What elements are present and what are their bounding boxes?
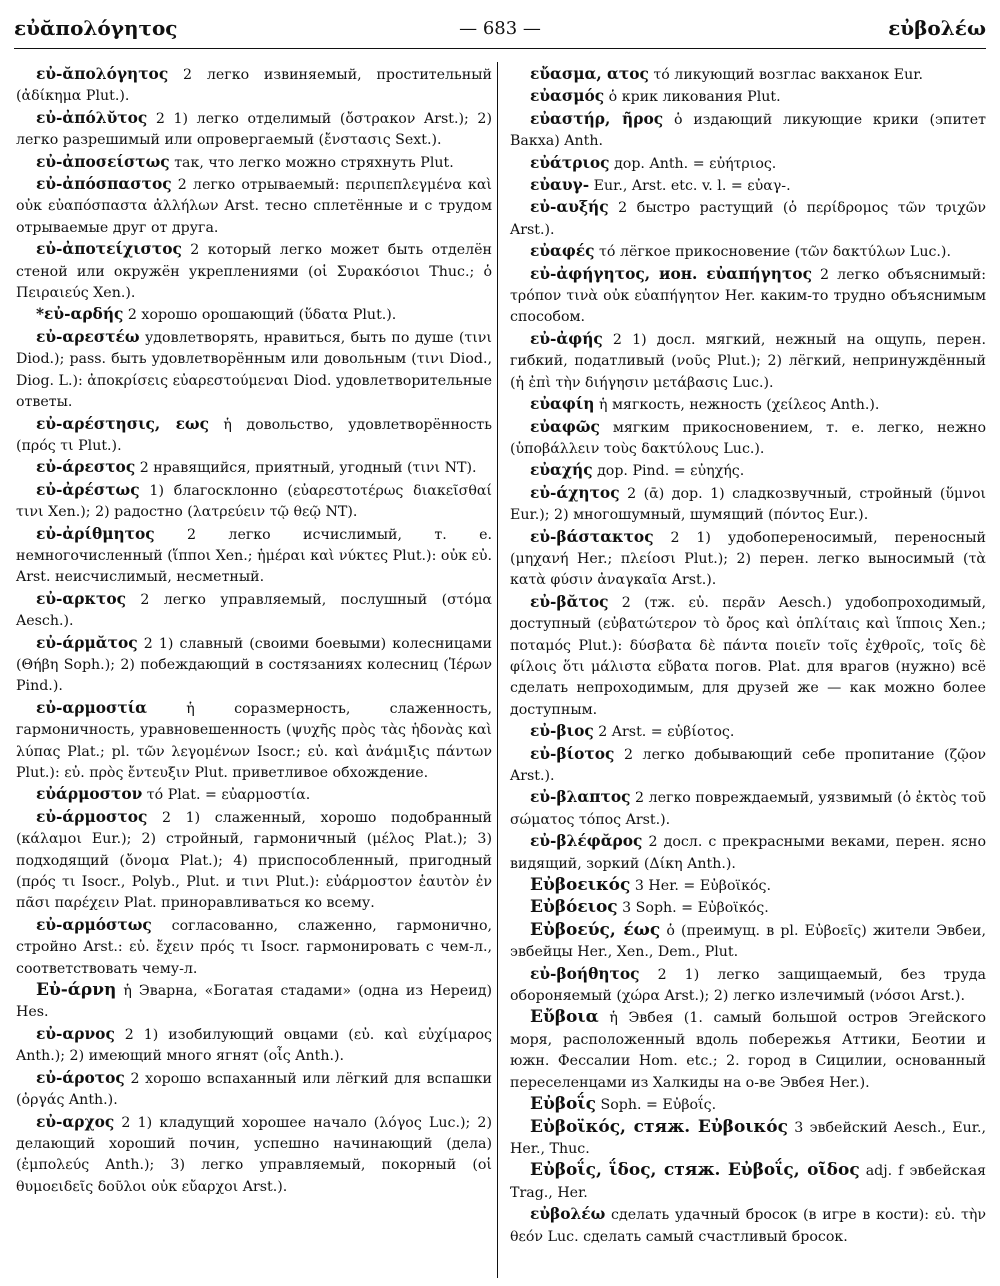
dictionary-entry [16, 807, 492, 915]
dictionary-entry [510, 153, 986, 175]
entry-definition: так, что легко можно стряхнуть Plut. [169, 154, 454, 171]
entry-definition: ἡ Эварна, «Богатая стадами» (одна из Нереид) Hes. [16, 983, 492, 1021]
entry-headword: εὐάτριος [530, 153, 610, 172]
dictionary-entry [16, 239, 492, 304]
entry-definition: τό Plat. = εὐαρμοστία. [142, 787, 311, 804]
entry-definition: ὁ крик ликования Plut. [604, 89, 781, 106]
entry-headword: Εὐβοΐς [530, 1094, 596, 1115]
dictionary-entry [510, 744, 986, 788]
header-first-word: εὐᾰπολόγητος [14, 16, 178, 40]
entry-definition: 2 Arst. = εὐβίοτος. [593, 724, 735, 741]
entry-definition: сделать удачный бросок (в игре в кости): εὐ. τὴν θεόν Luc. сделать самый счастливый бросок. [510, 1207, 986, 1245]
dictionary-entry [510, 527, 986, 592]
dictionary-entry [16, 980, 492, 1024]
dictionary-entry [510, 394, 986, 416]
entry-headword: εὐ-βιος [530, 722, 594, 741]
entry-headword: εὐ-ἀπόσπαστος [36, 175, 172, 194]
dictionary-entry [510, 109, 986, 153]
entry-headword: εὐ-ἀφήγητος, ион. εὐαπήγητος [530, 264, 812, 283]
entry-definition: ἡ довольство, удовлетворённость (πρός τι Plut.). [16, 416, 492, 454]
entry-definition: 2 досл. с прекрасными веками, перен. ясно видящий, зоркий (Δίκη Anth.). [510, 834, 986, 872]
dictionary-entry [16, 589, 492, 633]
entry-definition: 2 (тж. εὐ. περᾶν Aesch.) удобопроходимый, доступный (εὐβατώτερον τὸ ὄρος καὶ ὁπλίταις καὶ ἵπποις Xen.; ποταμός Plut.): δύσβατα δὲ πάντα ποιεῖν τοῖς ἐχθροῖς, τοῖς δὲ φίλοις ὅτι μάλιστα εὔβατα погов. Plat. для врагов (нужно) всё сделать непроходимым, для друзей же — как можно более доступным. [510, 594, 986, 718]
entry-headword: Εὐβοεύς, έως [530, 919, 661, 940]
entry-definition: 2 легко повреждаемый, уязвимый (ὁ ἐκτὸς τοῦ σώματος τόπος Arst.). [510, 790, 986, 828]
entry-definition: ἡ Эвбея (1. самый большой остров Эгейского моря, расположенный вдоль побережья Аттики, Беотии и южн. Фессалии Hom. etc.; 2. город в Сицилии, основанный переселенцами из Халкиды на о-ве Эвбея Her.). [510, 1010, 986, 1091]
entry-definition: 2 легко исчислимый, т. е. немногочисленный (ἵπποι Xen.; ἡμέραι καὶ νύκτες Plut.): οὐκ εὐ. Arst. неисчислимый, несметный. [16, 526, 492, 586]
entry-definition: Soph. = Εὐβοΐς. [595, 1097, 717, 1114]
dictionary-entry [16, 915, 492, 980]
entry-definition: 2 1) изобилующий овцами (εὐ. καὶ εὐχίμαρος Anth.); 2) имеющий много ягнят (οἶς Anth.). [16, 1026, 492, 1065]
entry-headword: εὐ-βοήθητος [530, 964, 640, 983]
entry-headword: εὐ-ἀποσείστως [36, 152, 170, 171]
dictionary-entry [510, 1007, 986, 1094]
entry-headword: Εὐβοΐς, ΐδος, стяж. Εὐβοΐς, οῖδος [530, 1160, 860, 1181]
entry-definition: 2 нравящийся, приятный, угодный (τινι NT). [135, 460, 477, 477]
entry-headword: Εὐ-άρνη [36, 980, 117, 1001]
entry-headword: εὐαφές [530, 242, 595, 261]
left-column [16, 64, 492, 1198]
dictionary-entry [16, 64, 492, 108]
dictionary-entry [510, 417, 986, 461]
entry-definition: 3 Her. = Εὐβοϊκός. [630, 878, 771, 895]
entry-headword: εὐ-ἀρέστως [36, 480, 140, 499]
dictionary-entry [16, 152, 492, 174]
dictionary-entry [510, 197, 986, 241]
entry-headword: εὐ-ἀρίθμητος [36, 524, 155, 543]
dictionary-entry [510, 920, 986, 964]
entry-headword: εὔασμα, ατος [530, 65, 649, 83]
entry-headword: εὐάρμοστον [36, 785, 143, 804]
dictionary-entry [16, 414, 492, 458]
entry-headword: εὐ-άχητος [530, 483, 620, 502]
entry-definition: τό лёгкое прикосновение (τῶν δακτύλων Luc.). [594, 244, 951, 261]
dictionary-entry [510, 897, 986, 919]
entry-headword: εὐαφίη [530, 395, 595, 414]
dictionary-entry [510, 64, 986, 86]
entry-definition: 2 1) кладущий хорошее начало (λόγος Luc.); 2) делающий хороший почин, успешно начинающий (дела) (ἐμπολεύς Anth.); 3) легко управляемый, покорный (οἱ θυμοειδεῖς δοῦλοι οὐκ εὔαρχοι Arst.). [16, 1114, 492, 1195]
dictionary-entry [16, 174, 492, 239]
dictionary-entry [510, 787, 986, 831]
entry-definition: 2 быстро растущий (ὁ περίδρομος τῶν τριχῶν Arst.). [510, 200, 986, 238]
dictionary-entry [16, 457, 492, 479]
dictionary-entry [16, 1112, 492, 1199]
entry-definition: 2 легко добывающий себе пропитание (ζῷον Arst.). [510, 746, 986, 784]
entry-headword: Εὐβόειος [530, 897, 618, 918]
entry-headword: εὐ-αρεστέω [36, 327, 140, 346]
entry-headword: εὐασμός [530, 87, 605, 106]
entry-headword: εὐ-άρμᾰτος [36, 633, 138, 652]
entry-headword: εὐ-αρμόστως [36, 915, 152, 934]
entry-definition: 1) благосклонно (εὐαρεστοτέρως διακεῖσθαί τινι Xen.); 2) радостно (λατρεύειν τῷ θεῷ NT). [16, 482, 492, 521]
dictionary-entry [510, 329, 986, 394]
entry-definition: τό ликующий возглас вакханок Eur. [648, 67, 923, 83]
entry-definition: 2 1) слаженный, хорошо подобранный (κάλαμοι Eur.); 2) стройный, гармоничный (μέλος Plat.); 3) подходящий (ὄνομα Plat.); 4) приспособленный, пригодный (πρός τι Isocr., Polyb., Plut. и τινι Plut.): εὐάρμοστον ἑαυτὸν ἐν πᾶσι παρέχειν Plat. приноравливаться ко всему. [16, 809, 492, 912]
entry-definition: дор. Anth. = εὐήτριος. [609, 155, 777, 172]
entry-headword: εὐαυγ- [530, 176, 590, 195]
entry-headword: εὐ-βάστακτος [530, 527, 654, 546]
entry-headword: Εὐβοεικός [530, 875, 631, 896]
dictionary-entry [510, 483, 986, 527]
dictionary-entry [510, 175, 986, 197]
header-last-word: εὐβολέω [888, 16, 986, 40]
entry-definition: adj. f эвбейская Trag., Her. [510, 1163, 986, 1201]
entry-headword: εὐ-αρχος [36, 1112, 115, 1131]
dictionary-entry [510, 964, 986, 1008]
entry-headword: εὐ-αρέστησις, εως [36, 414, 209, 433]
entry-definition: ἡ соразмерность, слаженность, гармоничность, уравновешенность (ψυχῆς πρὸς τὰς ἡδονὰς καὶ λύπας Plat.; pl. τῶν λεγομένων Isocr.; εὐ. καὶ ἀνάμιξις πάντων Plut.): εὐ. πρὸς ἔντευξιν Plut. приветливое обхождение. [16, 700, 492, 781]
dictionary-entry [510, 875, 986, 897]
entry-headword: εὐ-αρνος [36, 1024, 115, 1043]
entry-definition: 2 1) легко защищаемый, без труда обороняемый (χώρα Arst.); 2) легко излечимый (νόσοι Arst.). [510, 966, 986, 1005]
entry-headword: εὐ-ἀποτείχιστος [36, 240, 182, 259]
entry-headword: εὐ-ἀπόλῠτος [36, 108, 148, 127]
entry-definition: 2 (ᾱ) дор. 1) сладкозвучный, стройный (ὕμνοι Eur.); 2) многошумный, шумящий (πόντος Eur.). [510, 485, 986, 524]
entry-headword: εὐ-αυξής [530, 198, 609, 217]
entry-definition: 3 Soph. = Εὐβοϊκός. [617, 900, 769, 917]
dictionary-entry [16, 784, 492, 806]
dictionary-entry [16, 1068, 492, 1112]
entry-headword: εὐ-αρκτος [36, 589, 127, 608]
entry-headword: *εὐ-αρδής [36, 305, 124, 324]
entry-headword: εὐβολέω [530, 1205, 606, 1224]
entry-headword: εὐ-βλέφᾰρος [530, 832, 643, 851]
entry-headword: εὐ-βᾰτος [530, 592, 609, 611]
dictionary-entry [16, 698, 492, 785]
entry-headword: εὐ-βίοτος [530, 744, 615, 763]
entry-headword: εὐαχής [530, 461, 593, 480]
entry-definition: ὁ (преимущ. в pl. Εὐβοεῖς) жители Эвбеи, эвбейцы Her., Xen., Dem., Plut. [510, 922, 986, 961]
entry-definition: удовлетворять, нравиться, быть по душе (τινι Diod.); pass. быть удовлетворённым или довольным (τινι Diod., Diog. L.): ἀποκρίσεις εὐαρεστούμεναι Diod. удовлетворительные ответы. [16, 329, 492, 411]
entry-headword: εὐ-αρμοστία [36, 698, 148, 717]
entry-definition: дор. Pind. = εὐηχής. [592, 463, 745, 480]
dictionary-entry [16, 327, 492, 414]
dictionary-entry [16, 633, 492, 698]
entry-headword: Εὐβοϊκός, стяж. Εὐβοικός [530, 1116, 788, 1137]
right-column [510, 64, 986, 1248]
entry-definition: 2 1) удобопереносимый, переносный (μηχανή Her.; πλείοσι Plut.); 2) перен. легко выносимый (τὰ κατὰ φύσιν ἀναγκαῖα Arst.). [510, 529, 986, 589]
entry-definition: 2 легко отрываемый: περιπεπλεγμένα καὶ οὐκ εὐαπόσπαστα ἀλλήλων Arst. тесно сплетённые и с трудом отрываемые друг от друга. [16, 177, 492, 236]
entry-headword: Εὔβοια [530, 1007, 599, 1028]
entry-definition: 2 легко извиняемый, простительный (ἀδίκημα Plut.). [16, 67, 492, 105]
dictionary-entry [510, 592, 986, 721]
entry-definition: 2 хорошо вспаханный или лёгкий для вспашки (ὀργάς Anth.). [16, 1070, 492, 1109]
entry-definition: 3 эвбейский Aesch., Eur., Her., Thuc. [510, 1119, 986, 1157]
entry-definition: ἡ мягкость, нежность (χείλεος Anth.). [594, 397, 880, 414]
entry-headword: εὐ-ᾰπολόγητος [36, 65, 169, 83]
entry-definition: Eur., Arst. etc. v. l. = εὐαγ-. [589, 178, 791, 195]
entry-headword: εὐ-άροτος [36, 1068, 125, 1087]
entry-definition: 2 который легко может быть отделён стеной или окружён укреплениями (οἱ Συρακόσιοι Thuc.; ὁ Πειραιεύς Xen.). [16, 242, 492, 302]
entry-definition: 2 хорошо орошающий (ὕδατα Plut.). [123, 307, 397, 324]
entry-headword: εὐαστήρ, ῆρος [530, 109, 664, 128]
entry-headword: εὐ-άρεστος [36, 458, 136, 477]
dictionary-entry [510, 1204, 986, 1248]
column-divider [497, 62, 498, 1278]
dictionary-entry [16, 304, 492, 326]
entry-definition: 2 легко управляемый, послушный (στόμα Aesch.). [16, 591, 492, 630]
dictionary-entry [510, 86, 986, 108]
entry-headword: εὐ-ἀφής [530, 329, 603, 348]
dictionary-entry [510, 460, 986, 482]
dictionary-entry [510, 1160, 986, 1204]
dictionary-entry [510, 241, 986, 263]
entry-definition: мягким прикосновением, т. е. легко, нежно (ὑποβάλλειν τοὺς δακτύλους Luc.). [510, 419, 986, 457]
dictionary-entry [510, 264, 986, 329]
entry-definition: 2 1) славный (своими боевыми) колесницами (Θήβη Soph.); 2) побеждающий в состязаниях колесниц (Ἱέρων Pind.). [16, 635, 492, 695]
entry-definition: 2 1) легко отделимый (ὄστρακον Arst.); 2) легко разрешимый или опровергаемый (ἔνστασις Sext.). [16, 110, 492, 149]
entry-headword: εὐ-βλαπτος [530, 788, 631, 807]
dictionary-entry [510, 1117, 986, 1161]
dictionary-entry [16, 108, 492, 152]
entry-headword: εὐ-άρμοστος [36, 807, 148, 826]
entry-definition: 2 1) досл. мягкий, нежный на ощупь, перен. гибкий, податливый (νοῦς Plut.); 2) лёгкий, непринуждённый (ἡ ἐπὶ τὴν διήγησιν μετάβασις Luc.). [510, 331, 986, 391]
dictionary-entry [510, 721, 986, 743]
dictionary-entry [16, 1024, 492, 1068]
entry-definition: согласованно, слаженно, гармонично, стройно Arst.: εὐ. ἔχειν πρός τι Isocr. гармонировать с чем-л., соответствовать чему-л. [16, 917, 492, 977]
entry-definition: 2 легко объяснимый: τρόπον τινὰ οὐκ εὐαπήγητον Her. каким-то трудно объяснимым способом. [510, 266, 986, 326]
dictionary-entry [510, 831, 986, 875]
dictionary-entry [510, 1094, 986, 1116]
dictionary-entry [16, 480, 492, 524]
entry-definition: ὁ издающий ликующие крики (эпитет Вакха) Anth. [510, 111, 986, 150]
entry-headword: εὐαφῶς [530, 417, 600, 436]
page-header [14, 14, 986, 49]
page-number: — 683 — [459, 18, 541, 39]
dictionary-entry [16, 524, 492, 589]
